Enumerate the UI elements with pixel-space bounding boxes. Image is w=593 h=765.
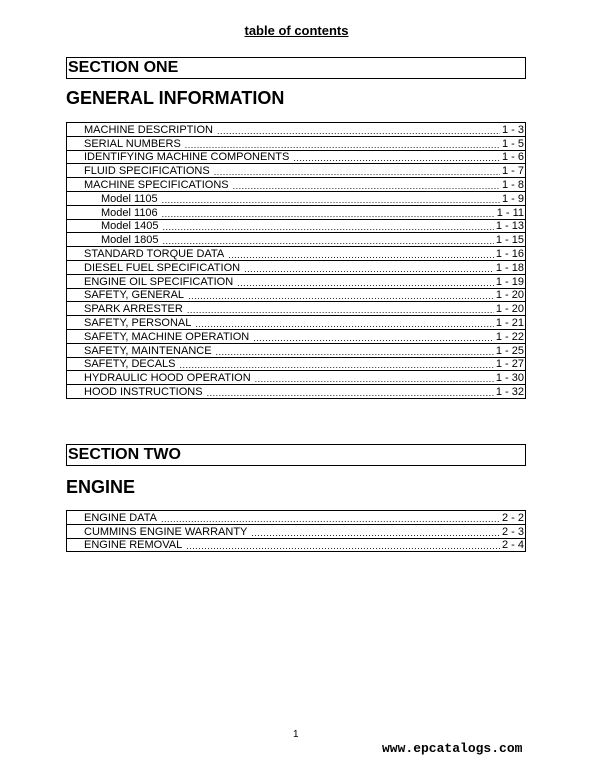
toc-entry-page: 1 - 3 (501, 123, 524, 136)
toc-leader-dots (255, 374, 494, 384)
toc-entry[interactable] (66, 178, 526, 192)
toc-entry-page: 2 - 2 (501, 511, 524, 524)
section-two-banner (66, 444, 526, 466)
toc-entry-page: 1 - 22 (495, 330, 524, 343)
toc-entry-label: SAFETY, GENERAL (84, 289, 185, 302)
toc-entry-page: 1 - 16 (495, 247, 524, 260)
toc-leader-dots (228, 250, 494, 260)
page-number: 1 (293, 729, 299, 740)
toc-entry-page: 1 - 32 (495, 385, 524, 398)
toc-entry-label: IDENTIFYING MACHINE COMPONENTS (84, 151, 290, 164)
toc-entry-label: HYDRAULIC HOOD OPERATION (84, 372, 251, 385)
toc-subentry[interactable] (66, 233, 526, 247)
toc-entry[interactable] (66, 302, 526, 316)
toc-entry[interactable] (66, 385, 526, 399)
toc-entry-label: ENGINE OIL SPECIFICATION (84, 275, 234, 288)
toc-leader-dots (185, 140, 500, 150)
section-one-label: SECTION ONE (68, 59, 179, 76)
toc-entry-page: 1 - 18 (495, 261, 524, 274)
toc-subentry[interactable] (66, 192, 526, 206)
toc-leader-dots (293, 153, 500, 163)
toc-leader-dots (214, 167, 500, 177)
toc-entry-page: 1 - 8 (501, 178, 524, 191)
toc-leader-dots (195, 319, 493, 329)
footer-url[interactable]: www.epcatalogs.com (382, 741, 523, 756)
toc-entry[interactable] (66, 247, 526, 261)
toc-entry-page: 1 - 20 (495, 289, 524, 302)
toc-leader-dots (187, 305, 494, 315)
toc-entry[interactable] (66, 261, 526, 275)
toc-entry-label: FLUID SPECIFICATIONS (84, 165, 210, 178)
toc-entry-label: STANDARD TORQUE DATA (84, 247, 225, 260)
document-title: table of contents (244, 23, 349, 38)
toc-leader-dots (251, 528, 500, 538)
toc-entry-page: 1 - 13 (495, 220, 524, 233)
toc-entry-label: SAFETY, MAINTENANCE (84, 344, 212, 357)
toc-entry-page: 1 - 30 (495, 372, 524, 385)
toc-entry-label: CUMMINS ENGINE WARRANTY (84, 525, 248, 538)
toc-leader-dots (162, 195, 500, 205)
toc-entry-page: 1 - 5 (501, 137, 524, 150)
section-one-banner (66, 57, 526, 79)
toc-leader-dots (207, 388, 494, 398)
toc-entry[interactable] (66, 275, 526, 289)
toc-entry[interactable] (66, 123, 526, 137)
toc-entry-page: 2 - 3 (501, 525, 524, 538)
toc-entry-label: ENGINE REMOVAL (84, 539, 183, 552)
toc-entry-label: HOOD INSTRUCTIONS (84, 385, 203, 398)
toc-entry-label: Model 1105 (101, 192, 158, 205)
toc-entry-label: MACHINE SPECIFICATIONS (84, 178, 229, 191)
toc-entry-label: Model 1106 (101, 206, 158, 219)
toc-entry-page: 2 - 4 (501, 539, 524, 552)
toc-entry-label: SAFETY, DECALS (84, 358, 176, 371)
section-one-heading: GENERAL INFORMATION (66, 88, 285, 108)
toc-entry[interactable] (66, 164, 526, 178)
section-two-heading: ENGINE (66, 477, 136, 497)
toc-entry[interactable] (66, 137, 526, 151)
toc-entry[interactable] (66, 539, 526, 553)
toc-leader-dots (244, 264, 494, 274)
toc-leader-dots (216, 347, 494, 357)
toc-entry-page: 1 - 9 (501, 192, 524, 205)
toc-leader-dots (237, 278, 494, 288)
toc-entry-page: 1 - 11 (496, 206, 524, 219)
section-one-toc (66, 122, 526, 399)
toc-entry-page: 1 - 19 (495, 275, 524, 288)
toc-entry[interactable] (66, 511, 526, 525)
toc-entry-label: SERIAL NUMBERS (84, 137, 181, 150)
toc-entry-page: 1 - 20 (495, 303, 524, 316)
toc-entry-page: 1 - 25 (495, 344, 524, 357)
toc-entry-label: ENGINE DATA (84, 511, 157, 524)
toc-entry-page: 1 - 15 (495, 234, 524, 247)
toc-entry-page: 1 - 6 (501, 151, 524, 164)
toc-leader-dots (180, 360, 494, 370)
toc-entry[interactable] (66, 358, 526, 372)
toc-leader-dots (163, 236, 494, 246)
section-two-toc (66, 510, 526, 552)
toc-entry[interactable] (66, 289, 526, 303)
toc-leader-dots (253, 333, 494, 343)
toc-subentry[interactable] (66, 206, 526, 220)
toc-leader-dots (163, 222, 494, 232)
toc-leader-dots (233, 181, 500, 191)
toc-subentry[interactable] (66, 220, 526, 234)
toc-entry-page: 1 - 21 (495, 316, 524, 329)
toc-entry[interactable] (66, 371, 526, 385)
toc-entry-page: 1 - 7 (501, 165, 524, 178)
toc-entry[interactable] (66, 330, 526, 344)
toc-leader-dots (217, 126, 500, 136)
toc-entry[interactable] (66, 344, 526, 358)
toc-entry-label: SAFETY, PERSONAL (84, 316, 192, 329)
toc-entry-label: MACHINE DESCRIPTION (84, 123, 213, 136)
toc-leader-dots (188, 291, 494, 301)
toc-entry[interactable] (66, 316, 526, 330)
toc-leader-dots (162, 209, 495, 219)
toc-entry-label: SAFETY, MACHINE OPERATION (84, 330, 250, 343)
toc-leader-dots (161, 514, 500, 524)
toc-entry-label: Model 1805 (101, 234, 159, 247)
toc-entry-label: DIESEL FUEL SPECIFICATION (84, 261, 241, 274)
toc-leader-dots (186, 541, 500, 551)
toc-entry-page: 1 - 27 (495, 358, 524, 371)
toc-entry-label: Model 1405 (101, 220, 159, 233)
toc-entry-label: SPARK ARRESTER (84, 303, 183, 316)
toc-entry[interactable] (66, 525, 526, 539)
section-two-label: SECTION TWO (68, 446, 181, 463)
toc-entry[interactable] (66, 151, 526, 165)
